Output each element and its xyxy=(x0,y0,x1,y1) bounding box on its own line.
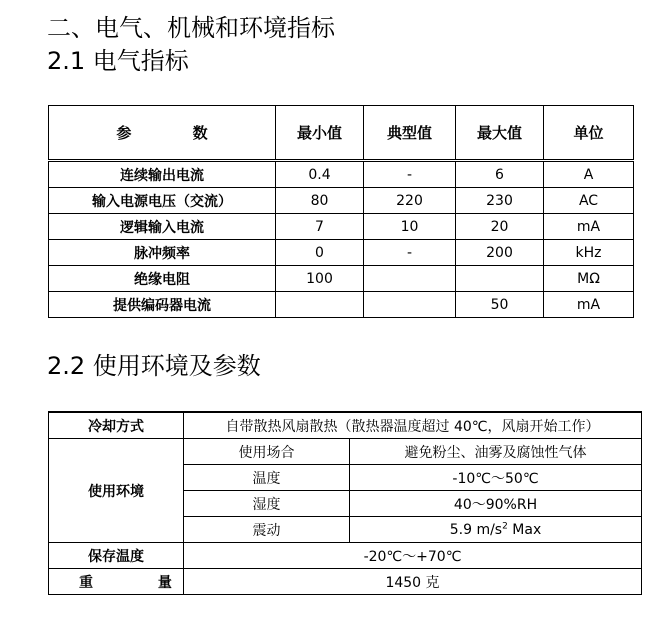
subsection-heading-electrical: 2.1 电气指标 xyxy=(47,47,189,75)
column-header: 典型值 xyxy=(364,106,456,161)
table-cell: MΩ xyxy=(544,266,634,292)
vibration-value: 5.9 m/s xyxy=(449,521,503,538)
table-cell: 6 xyxy=(456,161,544,188)
table-cell: 50 xyxy=(456,292,544,318)
cooling-value: 自带散热风扇散热（散热器温度超过 40℃，风扇开始工作） xyxy=(184,412,642,439)
table-cell: mA xyxy=(544,292,634,318)
env-value: 40～90%RH xyxy=(350,491,642,517)
table-cell: 80 xyxy=(276,188,364,214)
param-name: 连续输出电流 xyxy=(49,161,276,188)
weight-label: 重 量 xyxy=(49,569,184,595)
table-cell: - xyxy=(364,161,456,188)
table-row xyxy=(49,543,642,569)
env-value: -10℃～50℃ xyxy=(350,465,642,491)
section-heading: 二、电气、机械和环境指标 xyxy=(47,14,335,42)
env-value xyxy=(350,517,642,543)
table-cell: 200 xyxy=(456,240,544,266)
table-row xyxy=(49,188,634,214)
table-row xyxy=(49,439,642,465)
param-name: 脉冲频率 xyxy=(49,240,276,266)
column-header: 最小值 xyxy=(276,106,364,161)
param-name: 逻辑输入电流 xyxy=(49,214,276,240)
table-header-row xyxy=(49,106,634,161)
environment-specs-table xyxy=(48,411,642,595)
subsection-heading-environment: 2.2 使用环境及参数 xyxy=(47,352,261,380)
column-header: 单位 xyxy=(544,106,634,161)
table-cell: A xyxy=(544,161,634,188)
env-item: 温度 xyxy=(184,465,350,491)
table-row xyxy=(49,266,634,292)
storage-value: -20℃～+70℃ xyxy=(184,543,642,569)
env-item: 使用场合 xyxy=(184,439,350,465)
column-header: 最大值 xyxy=(456,106,544,161)
vibration-exponent: 2 xyxy=(502,520,508,531)
table-cell: 100 xyxy=(276,266,364,292)
param-name: 提供编码器电流 xyxy=(49,292,276,318)
table-row xyxy=(49,292,634,318)
table-cell: 20 xyxy=(456,214,544,240)
env-label: 使用环境 xyxy=(49,439,184,543)
electrical-specs-table xyxy=(48,105,634,318)
table-cell: 10 xyxy=(364,214,456,240)
table-row xyxy=(49,569,642,595)
table-cell: 230 xyxy=(456,188,544,214)
env-item: 湿度 xyxy=(184,491,350,517)
table-cell: 0.4 xyxy=(276,161,364,188)
param-name: 输入电源电压（交流） xyxy=(49,188,276,214)
table-cell: mA xyxy=(544,214,634,240)
param-name: 绝缘电阻 xyxy=(49,266,276,292)
table-cell: kHz xyxy=(544,240,634,266)
vibration-suffix: Max xyxy=(507,521,542,538)
storage-label: 保存温度 xyxy=(49,543,184,569)
column-header: 参 数 xyxy=(49,106,276,161)
table-row xyxy=(49,214,634,240)
table-cell xyxy=(276,292,364,318)
table-cell xyxy=(364,292,456,318)
env-value: 避免粉尘、油雾及腐蚀性气体 xyxy=(350,439,642,465)
weight-value: 1450 克 xyxy=(184,569,642,595)
table-row xyxy=(49,412,642,439)
table-cell xyxy=(456,266,544,292)
table-cell xyxy=(364,266,456,292)
table-cell: 0 xyxy=(276,240,364,266)
table-cell: 220 xyxy=(364,188,456,214)
table-cell: AC xyxy=(544,188,634,214)
table-cell: - xyxy=(364,240,456,266)
table-cell: 7 xyxy=(276,214,364,240)
env-item: 震动 xyxy=(184,517,350,543)
cooling-label: 冷却方式 xyxy=(49,412,184,439)
table-row xyxy=(49,161,634,188)
table-row xyxy=(49,240,634,266)
